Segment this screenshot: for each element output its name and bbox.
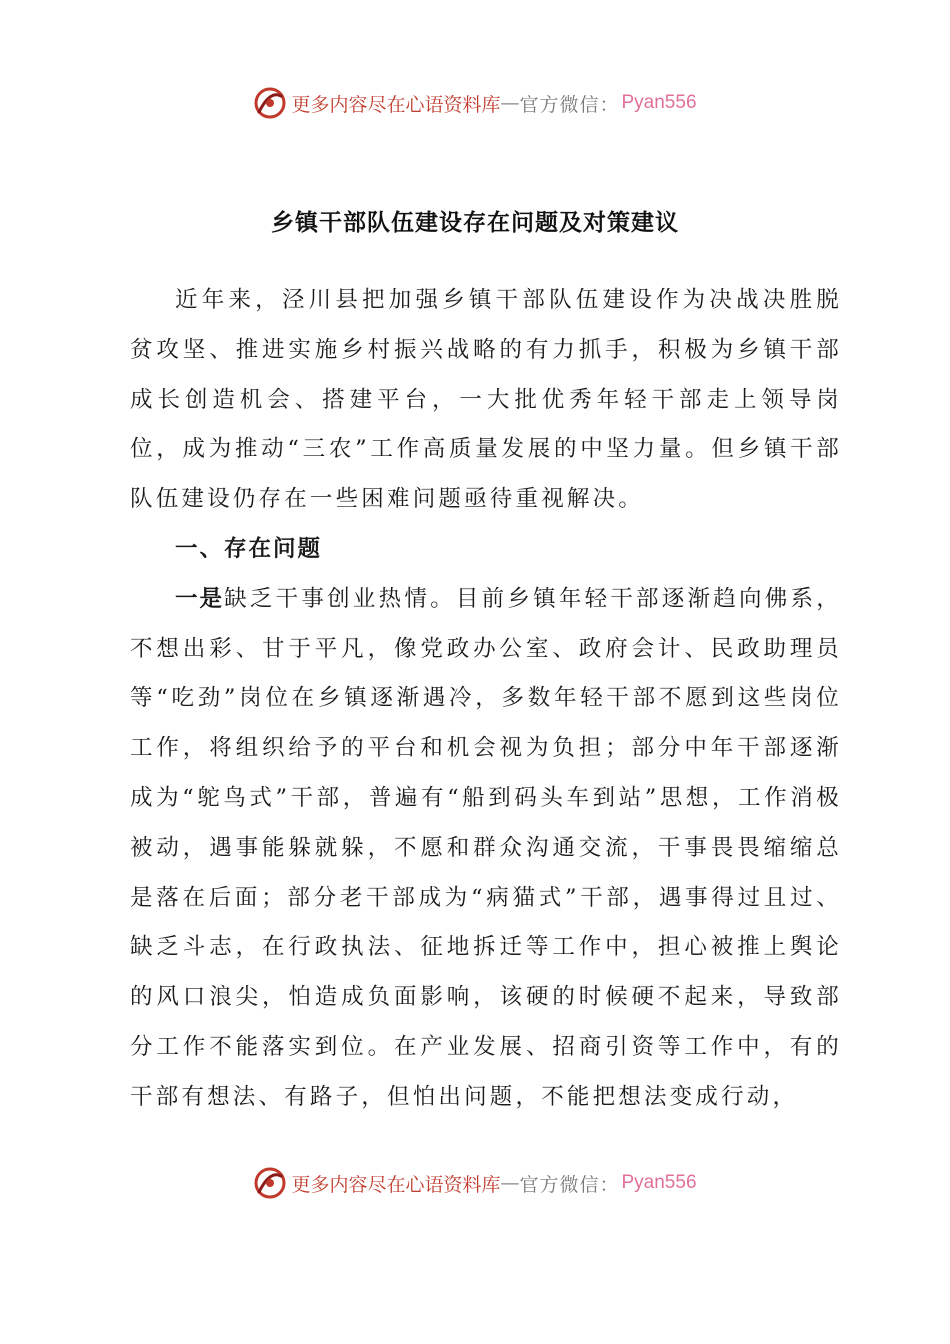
document-body	[130, 276, 842, 1123]
logo-icon	[253, 86, 287, 120]
watermark-wechat-id: Pyan556	[621, 1172, 697, 1193]
watermark-banner-top	[0, 83, 950, 123]
watermark-wechat-label: 官方微信：	[519, 93, 620, 116]
logo-icon	[253, 1166, 287, 1200]
point-text: 缺乏干事创业热情。目前乡镇年轻干部逐渐趋向佛系，不想出彩、甘于平凡，像党政办公室、政府会计、民政助理员等“吃劲”岗位在乡镇逐渐遇冷，多数年轻干部不愿到这些岗位工作，将组织给予的平台和机会视为负担；部分中年干部逐渐成为“鸵鸟式”干部，普遍有“船到码头车到站”思想，工作消极被动，遇事能躲就躲，不愿和群众沟通交流，干事畏畏缩缩总是落在后面；部分老干部成为“病猫式”干部，遇事得过且过、缺乏斗志，在行政执法、征地拆迁等工作中，担心被推上舆论的风口浪尖，怕造成负面影响，该硬的时候硬不起来，导致部分工作不能落实到位。在产业发展、招商引资等工作中，有的干部有想法、有路子，但怕出问题，不能把想法变成行动，	[130, 585, 842, 1110]
watermark-wechat-id: Pyan556	[621, 92, 697, 113]
document-title: 乡镇干部队伍建设存在问题及对策建议	[271, 210, 679, 236]
watermark-site-text: 更多内容尽在心语资料库	[291, 93, 501, 116]
point-paragraph	[130, 575, 842, 1123]
watermark-dash: —	[500, 92, 520, 114]
intro-paragraph: 近年来，泾川县把加强乡镇干部队伍建设作为决战决胜脱贫攻坚、推进实施乡村振兴战略的有力抓手，积极为乡镇干部成长创造机会、搭建平台，一大批优秀年轻干部走上领导岗位，成为推动“三农”工作高质量发展的中坚力量。但乡镇干部队伍建设仍存在一些困难问题亟待重视解决。	[130, 287, 842, 513]
point-lead: 一是	[175, 585, 225, 612]
section-heading: 一、存在问题	[175, 535, 323, 562]
watermark-dash: —	[500, 1172, 520, 1194]
watermark-wechat-label: 官方微信：	[519, 1173, 620, 1196]
watermark-banner-bottom	[0, 1163, 950, 1203]
watermark-site-text: 更多内容尽在心语资料库	[291, 1173, 501, 1196]
